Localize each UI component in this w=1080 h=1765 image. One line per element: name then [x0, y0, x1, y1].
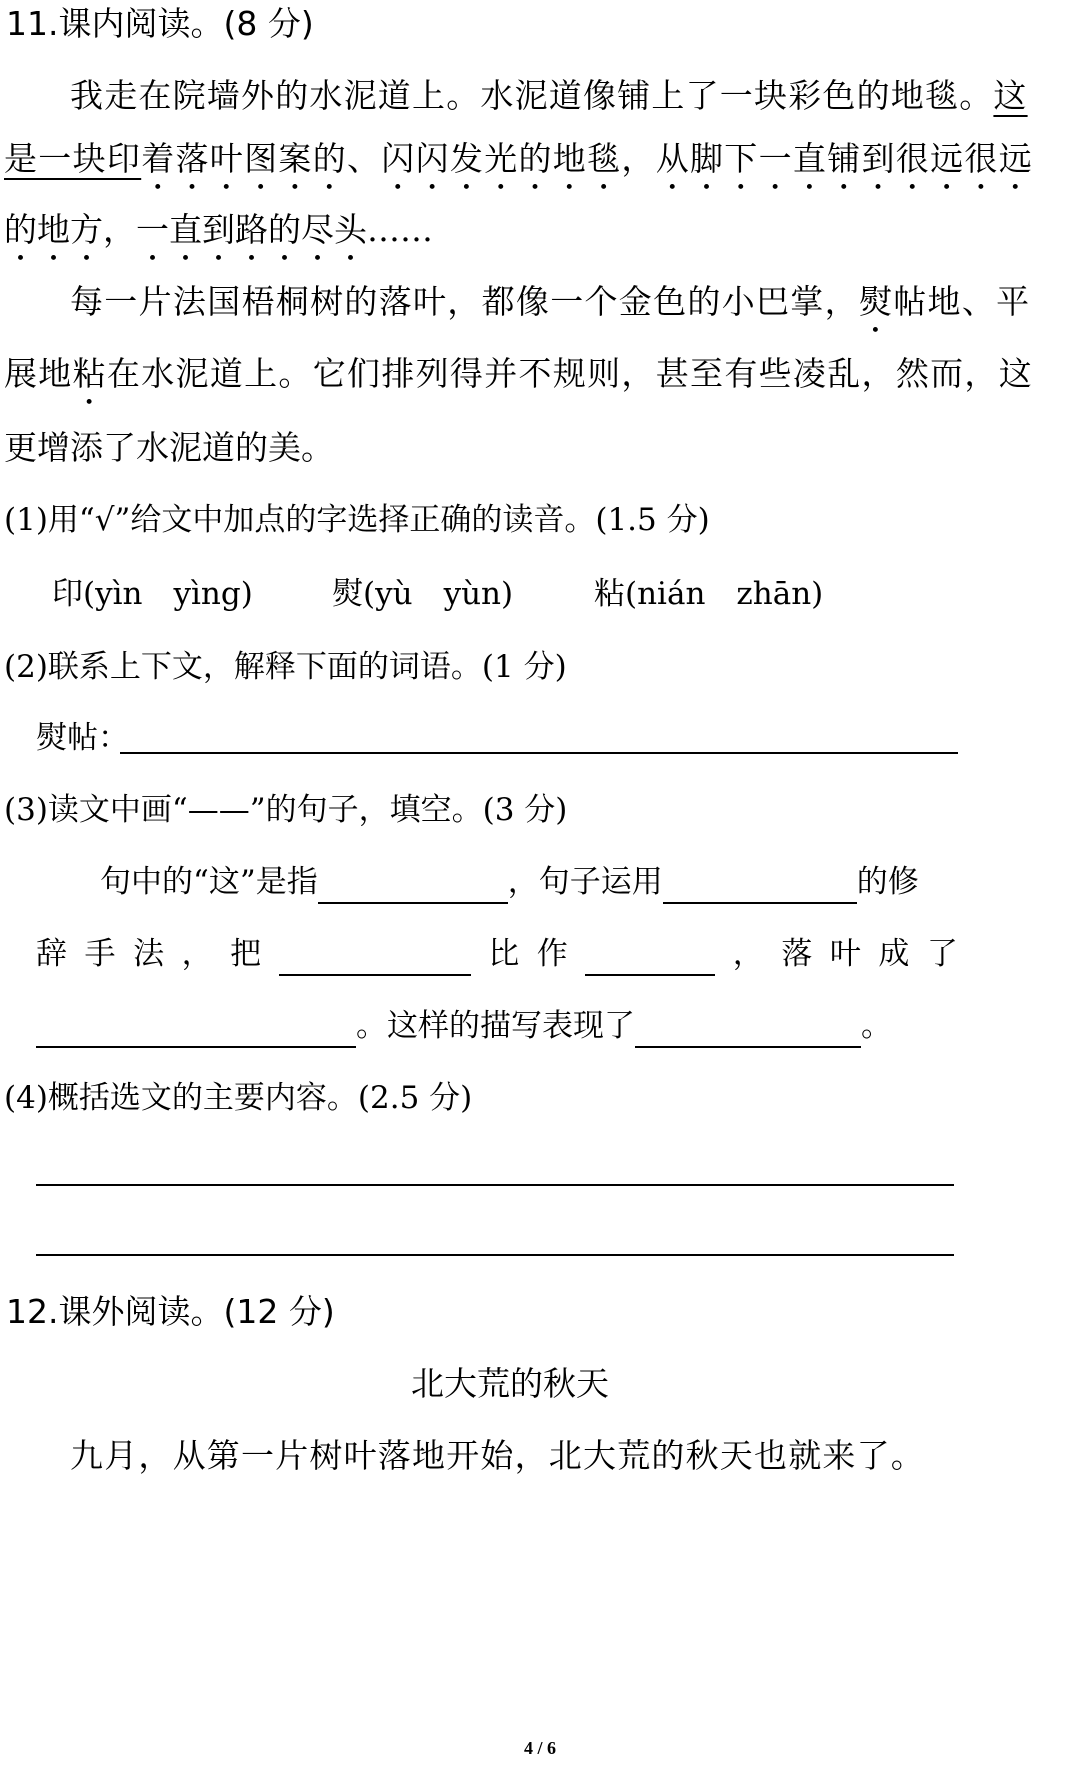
article-title-text: 北大荒的秋天	[411, 1364, 609, 1403]
passage-text: 在水泥道上。它们排列得并不规则，甚至有些凌乱，然而，这	[106, 354, 1034, 393]
sub1-title	[4, 498, 710, 542]
answer-line-summary-1[interactable]	[36, 1184, 954, 1186]
answer-line-summary-2[interactable]	[36, 1254, 954, 1256]
passage-line-2	[4, 137, 1034, 181]
sub3-line-3	[36, 1004, 892, 1048]
blank-leaves-become[interactable]	[36, 1010, 356, 1048]
pinyin-item-3	[594, 572, 823, 616]
fill-char: 作	[536, 936, 568, 972]
blank-compared-to[interactable]	[585, 938, 715, 976]
article-title	[0, 1362, 1020, 1406]
passage-line-3	[4, 208, 433, 252]
dotted-char-yun: 熨	[858, 282, 894, 321]
sub4-title-text: (4)概括选文的主要内容。(2.5 分)	[4, 1080, 473, 1116]
fill-char: ，	[732, 936, 764, 972]
fill-text: 。	[861, 1008, 892, 1044]
blank-zhe-refers-to[interactable]	[318, 866, 508, 904]
fill-char: 辞	[36, 936, 67, 972]
q12-heading	[6, 1290, 335, 1334]
article-first-line	[70, 1434, 925, 1478]
page-number-text: 4 / 6	[523, 1738, 556, 1758]
pinyin-options: (yìn yìng)	[83, 576, 253, 612]
passage-text: 帖地、平	[893, 282, 1031, 321]
sub2-title	[4, 645, 567, 689]
fill-char: 成	[878, 936, 910, 972]
sub2-term-text: 熨帖：	[36, 720, 129, 756]
passage-line-1	[70, 74, 1028, 118]
sub3-line-2	[36, 932, 958, 976]
pinyin-char: 粘	[594, 576, 625, 612]
sub2-term	[36, 716, 129, 760]
sub3-line-1	[100, 860, 919, 904]
pinyin-char: 印	[52, 576, 83, 612]
fill-char: 叶	[829, 936, 861, 972]
blank-description-shows[interactable]	[635, 1010, 861, 1048]
page-number	[0, 1738, 1080, 1759]
passage-line-6	[4, 426, 334, 470]
sub3-title	[4, 788, 567, 832]
passage-text: 我走在院墙外的水泥道上。水泥道像铺上了一块彩色的地毯。	[70, 76, 994, 115]
fill-text: 的修	[856, 864, 919, 900]
sub3-title-text: (3)读文中画“——”的句子，填空。(3 分)	[4, 792, 568, 828]
fill-text: 句中的“这”是指	[100, 864, 318, 900]
fill-char: 把	[230, 936, 262, 972]
passage-text: 更增添了水泥道的美。	[4, 428, 334, 467]
pinyin-item-1	[52, 572, 253, 616]
dotted-phrase: 着落叶图案的、闪闪发光的地毯，从脚下一直铺到很远很远	[141, 139, 1034, 178]
fill-char: 法	[133, 936, 165, 972]
blank-compared-from[interactable]	[279, 938, 471, 976]
sub4-title	[4, 1076, 472, 1120]
q12-heading-text: 12.课外阅读。(12 分)	[6, 1292, 335, 1331]
q11-heading-text: 11.课内阅读。(8 分)	[6, 4, 314, 43]
fill-char: ，	[181, 936, 213, 972]
pinyin-options: (nián zhān)	[625, 576, 824, 612]
article-text: 九月，从第一片树叶落地开始，北大荒的秋天也就来了。	[70, 1436, 925, 1475]
passage-text: 展地	[4, 354, 73, 393]
passage-line-4	[70, 280, 1031, 324]
dotted-char-zhan: 粘	[72, 354, 107, 393]
underlined-sentence: 是一块印	[4, 139, 142, 178]
blank-rhetoric-device[interactable]	[663, 866, 857, 904]
fill-char: 手	[84, 936, 116, 972]
pinyin-char: 熨	[332, 576, 363, 612]
passage-line-5	[4, 352, 1034, 396]
pinyin-options: (yù yùn)	[363, 576, 514, 612]
fill-text: 。这样的描写表现了	[356, 1008, 635, 1044]
pinyin-item-2	[332, 572, 513, 616]
q11-heading	[6, 2, 314, 46]
answer-line-yuntie[interactable]	[120, 752, 958, 754]
sub2-title-text: (2)联系上下文，解释下面的词语。(1 分)	[4, 649, 567, 685]
dotted-phrase-end: 的地方，一直到路的尽头……	[4, 210, 433, 249]
fill-char: 比	[488, 936, 520, 972]
underlined-sentence-start: 这	[993, 76, 1028, 115]
passage-text: 每一片法国梧桐树的落叶，都像一个金色的小巴掌，	[70, 282, 859, 321]
fill-char: 落	[781, 936, 813, 972]
fill-text: ，句子运用	[507, 864, 663, 900]
sub1-title-text: (1)用“√”给文中加点的字选择正确的读音。(1.5 分)	[4, 502, 710, 538]
fill-char: 了	[926, 936, 958, 972]
